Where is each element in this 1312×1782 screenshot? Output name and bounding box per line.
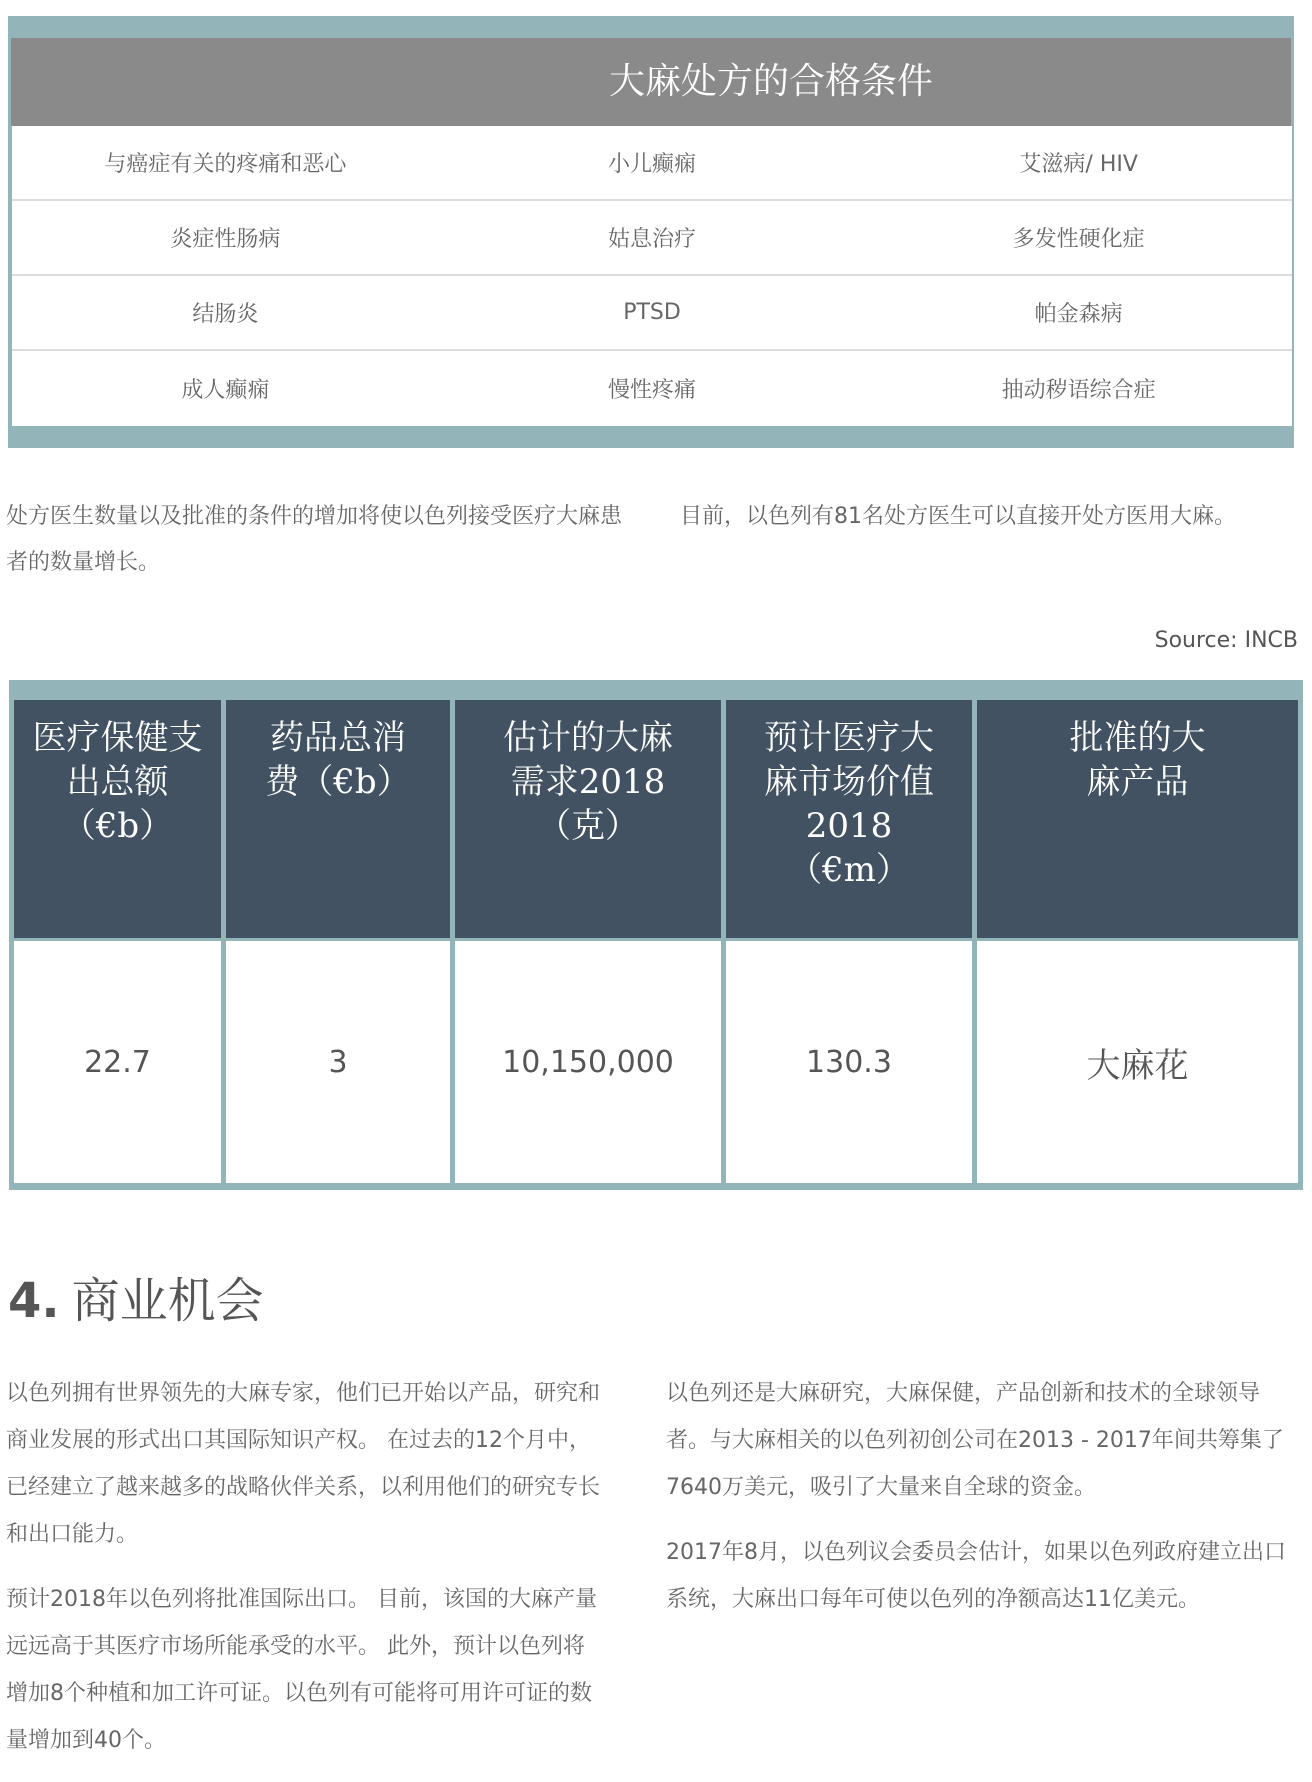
stats-header: 预计医疗大麻市场价值2018（€m） <box>726 700 972 938</box>
body-right-column <box>666 1370 1286 1641</box>
body-paragraph: 以色列还是大麻研究，大麻保健，产品创新和技术的全球领导者。与大麻相关的以色列初创公司在2013 - 2017年间共筹集了7640万美元，吸引了大量来自全球的资金。 <box>666 1381 1284 1500</box>
section-number: 4. <box>8 1273 60 1329</box>
stats-column <box>14 700 221 1183</box>
condition-cell: 慢性疼痛 <box>608 378 697 403</box>
condition-cell: 结肠炎 <box>192 302 259 327</box>
condition-cell: PTSD <box>623 300 681 325</box>
note-right: 目前，以色列有81名处方医生可以直接开处方医用大麻。 <box>680 504 1236 529</box>
condition-cell: 多发性硬化症 <box>1012 227 1145 252</box>
condition-cell: 与癌症有关的疼痛和恶心 <box>104 152 347 177</box>
table-row <box>12 126 1292 201</box>
body-paragraph: 以色列拥有世界领先的大麻专家，他们已开始以产品，研究和商业发展的形式出口其国际知识产权。 在过去的12个月中，已经建立了越来越多的战略伙伴关系，以利用他们的研究专长和出口能力。 <box>6 1381 601 1547</box>
stats-header: 估计的大麻需求2018（克） <box>455 700 721 938</box>
condition-cell: 姑息治疗 <box>608 227 697 252</box>
condition-cell: 艾滋病/ HIV <box>1019 152 1138 177</box>
body-left-column <box>6 1370 606 1782</box>
condition-cell: 炎症性肠病 <box>170 227 281 252</box>
conditions-body <box>12 126 1292 426</box>
condition-cell: 抽动秽语综合症 <box>1001 378 1156 403</box>
body-paragraph: 预计2018年以色列将批准国际出口。 目前，该国的大麻产量远远高于其医疗市场所能承受的水平。 此外，预计以色列将增加8个种植和加工许可证。以色列有可能将可用许可证的数量增加到40个。 <box>6 1587 597 1753</box>
stats-value: 3 <box>226 941 450 1183</box>
stats-header: 批准的大麻产品 <box>977 700 1298 938</box>
stats-value: 大麻花 <box>977 941 1298 1183</box>
conditions-table <box>8 16 1294 448</box>
stats-value: 22.7 <box>14 941 221 1183</box>
table-row <box>12 201 1292 276</box>
stats-column <box>455 700 721 1183</box>
condition-cell: 小儿癫痫 <box>608 152 697 177</box>
stats-column <box>977 700 1298 1183</box>
stats-column <box>726 700 972 1183</box>
stats-table <box>9 680 1303 1190</box>
stats-header: 药品总消费（€b） <box>226 700 450 938</box>
table-row <box>12 351 1292 426</box>
condition-cell: 帕金森病 <box>1034 302 1123 327</box>
section-title: 商业机会 <box>71 1273 264 1329</box>
stats-column <box>226 700 450 1183</box>
conditions-title: 大麻处方的合格条件 <box>11 38 1291 126</box>
stats-header: 医疗保健支出总额（€b） <box>14 700 221 938</box>
condition-cell: 成人癫痫 <box>181 378 270 403</box>
body-paragraph: 2017年8月，以色列议会委员会估计，如果以色列政府建立出口系统，大麻出口每年可使以色列的净额高达11亿美元。 <box>666 1540 1286 1612</box>
stats-value: 10,150,000 <box>455 941 721 1183</box>
table-row <box>12 276 1292 351</box>
note-left: 处方医生数量以及批准的条件的增加将使以色列接受医疗大麻患者的数量增长。 <box>6 504 623 575</box>
stats-value: 130.3 <box>726 941 972 1183</box>
section-heading <box>8 1262 264 1331</box>
source-label: Source: INCB <box>1154 628 1298 653</box>
